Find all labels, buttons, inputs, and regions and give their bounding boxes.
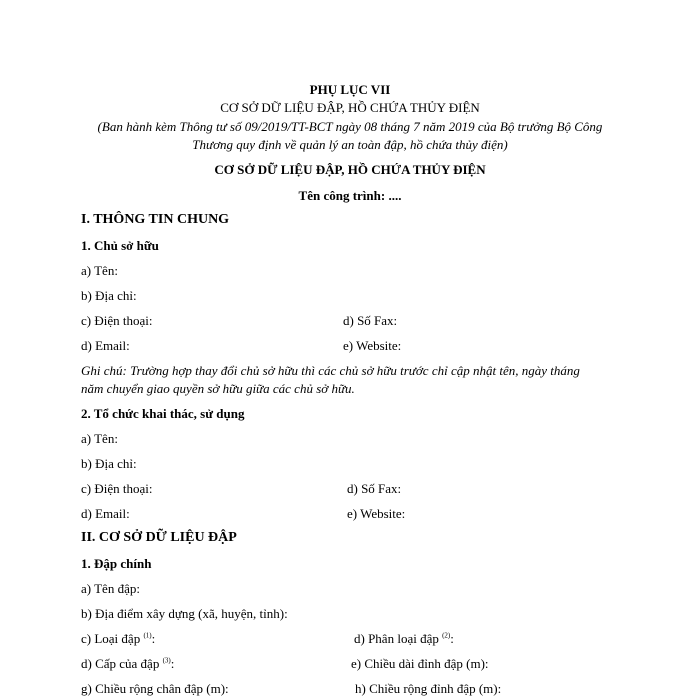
dam-type-colon: : [151,631,156,646]
form-title: CƠ SỞ DỮ LIỆU ĐẬP, HỒ CHỨA THỦY ĐIỆN [214,162,486,177]
project-name: Tên công trình: .... [298,188,402,203]
dam-name-field: a) Tên đập: [81,581,140,596]
dam-location-field: b) Địa điểm xây dựng (xã, huyện, tỉnh): [81,606,288,621]
section-1-title: I. THÔNG TIN CHUNG [81,212,230,227]
dam-crest-length-field: e) Chiều dài đỉnh đập (m): [351,656,489,671]
dam-base-width-field: g) Chiều rộng chân đập (m): [81,681,229,696]
dam-grade-field [81,656,174,672]
owner-address-field: b) Địa chỉ: [81,288,137,303]
operator-website-field: e) Website: [347,506,406,521]
issued-by-line-1: (Ban hành kèm Thông tư số 09/2019/TT-BCT ngày 08 tháng 7 năm 2019 của Bộ trưởng Bộ Công [97,119,603,134]
dam-classification-colon: : [450,631,454,646]
operator-fax-field: d) Số Fax: [347,481,402,496]
owner-name-field: a) Tên: [81,263,118,278]
dam-type-footnote: (1) [143,631,152,640]
operator-address-field: b) Địa chỉ: [81,456,137,471]
dam-grade-colon: : [170,656,175,671]
dam-grade-label: d) Cấp của đập [81,656,160,671]
owner-email-field: d) Email: [81,338,130,353]
owner-fax-field: d) Số Fax: [343,313,398,328]
operator-email-field: d) Email: [81,506,130,521]
operator-phone-field: c) Điện thoại: [81,481,153,496]
dam-type-field [81,631,155,647]
dam-classification-field [354,631,454,647]
owner-note-line-1: Ghi chú: Trường hợp thay đổi chủ sở hữu thì các chủ sở hữu trước chỉ cập nhật tên, ngày tháng [81,363,580,378]
owner-website-field: e) Website: [343,338,402,353]
issued-by-line-2: Thương quy định về quản lý an toàn đập, hồ chứa thủy điện) [192,137,508,152]
appendix-title: PHỤ LỤC VII [309,82,391,97]
dam-crest-width-field: h) Chiều rộng đỉnh đập (m): [355,681,502,696]
dam-grade-footnote: (3) [162,656,171,665]
main-dam-title: 1. Đập chính [81,556,152,571]
operator-title: 2. Tổ chức khai thác, sử dụng [81,406,245,421]
appendix-subtitle: CƠ SỞ DỮ LIỆU ĐẬP, HỒ CHỨA THỦY ĐIỆN [220,100,480,115]
section-2-title: II. CƠ SỞ DỮ LIỆU ĐẬP [81,530,237,545]
dam-type-label: c) Loại đập [81,631,141,646]
operator-name-field: a) Tên: [81,431,118,446]
owner-note-line-2: năm chuyển giao quyền sở hữu giữa các chủ sở hữu. [81,381,355,396]
owner-title: 1. Chủ sở hữu [81,238,159,253]
dam-classification-footnote: (2) [442,631,451,640]
owner-phone-field: c) Điện thoại: [81,313,153,328]
dam-classification-label: d) Phân loại đập [354,631,439,646]
